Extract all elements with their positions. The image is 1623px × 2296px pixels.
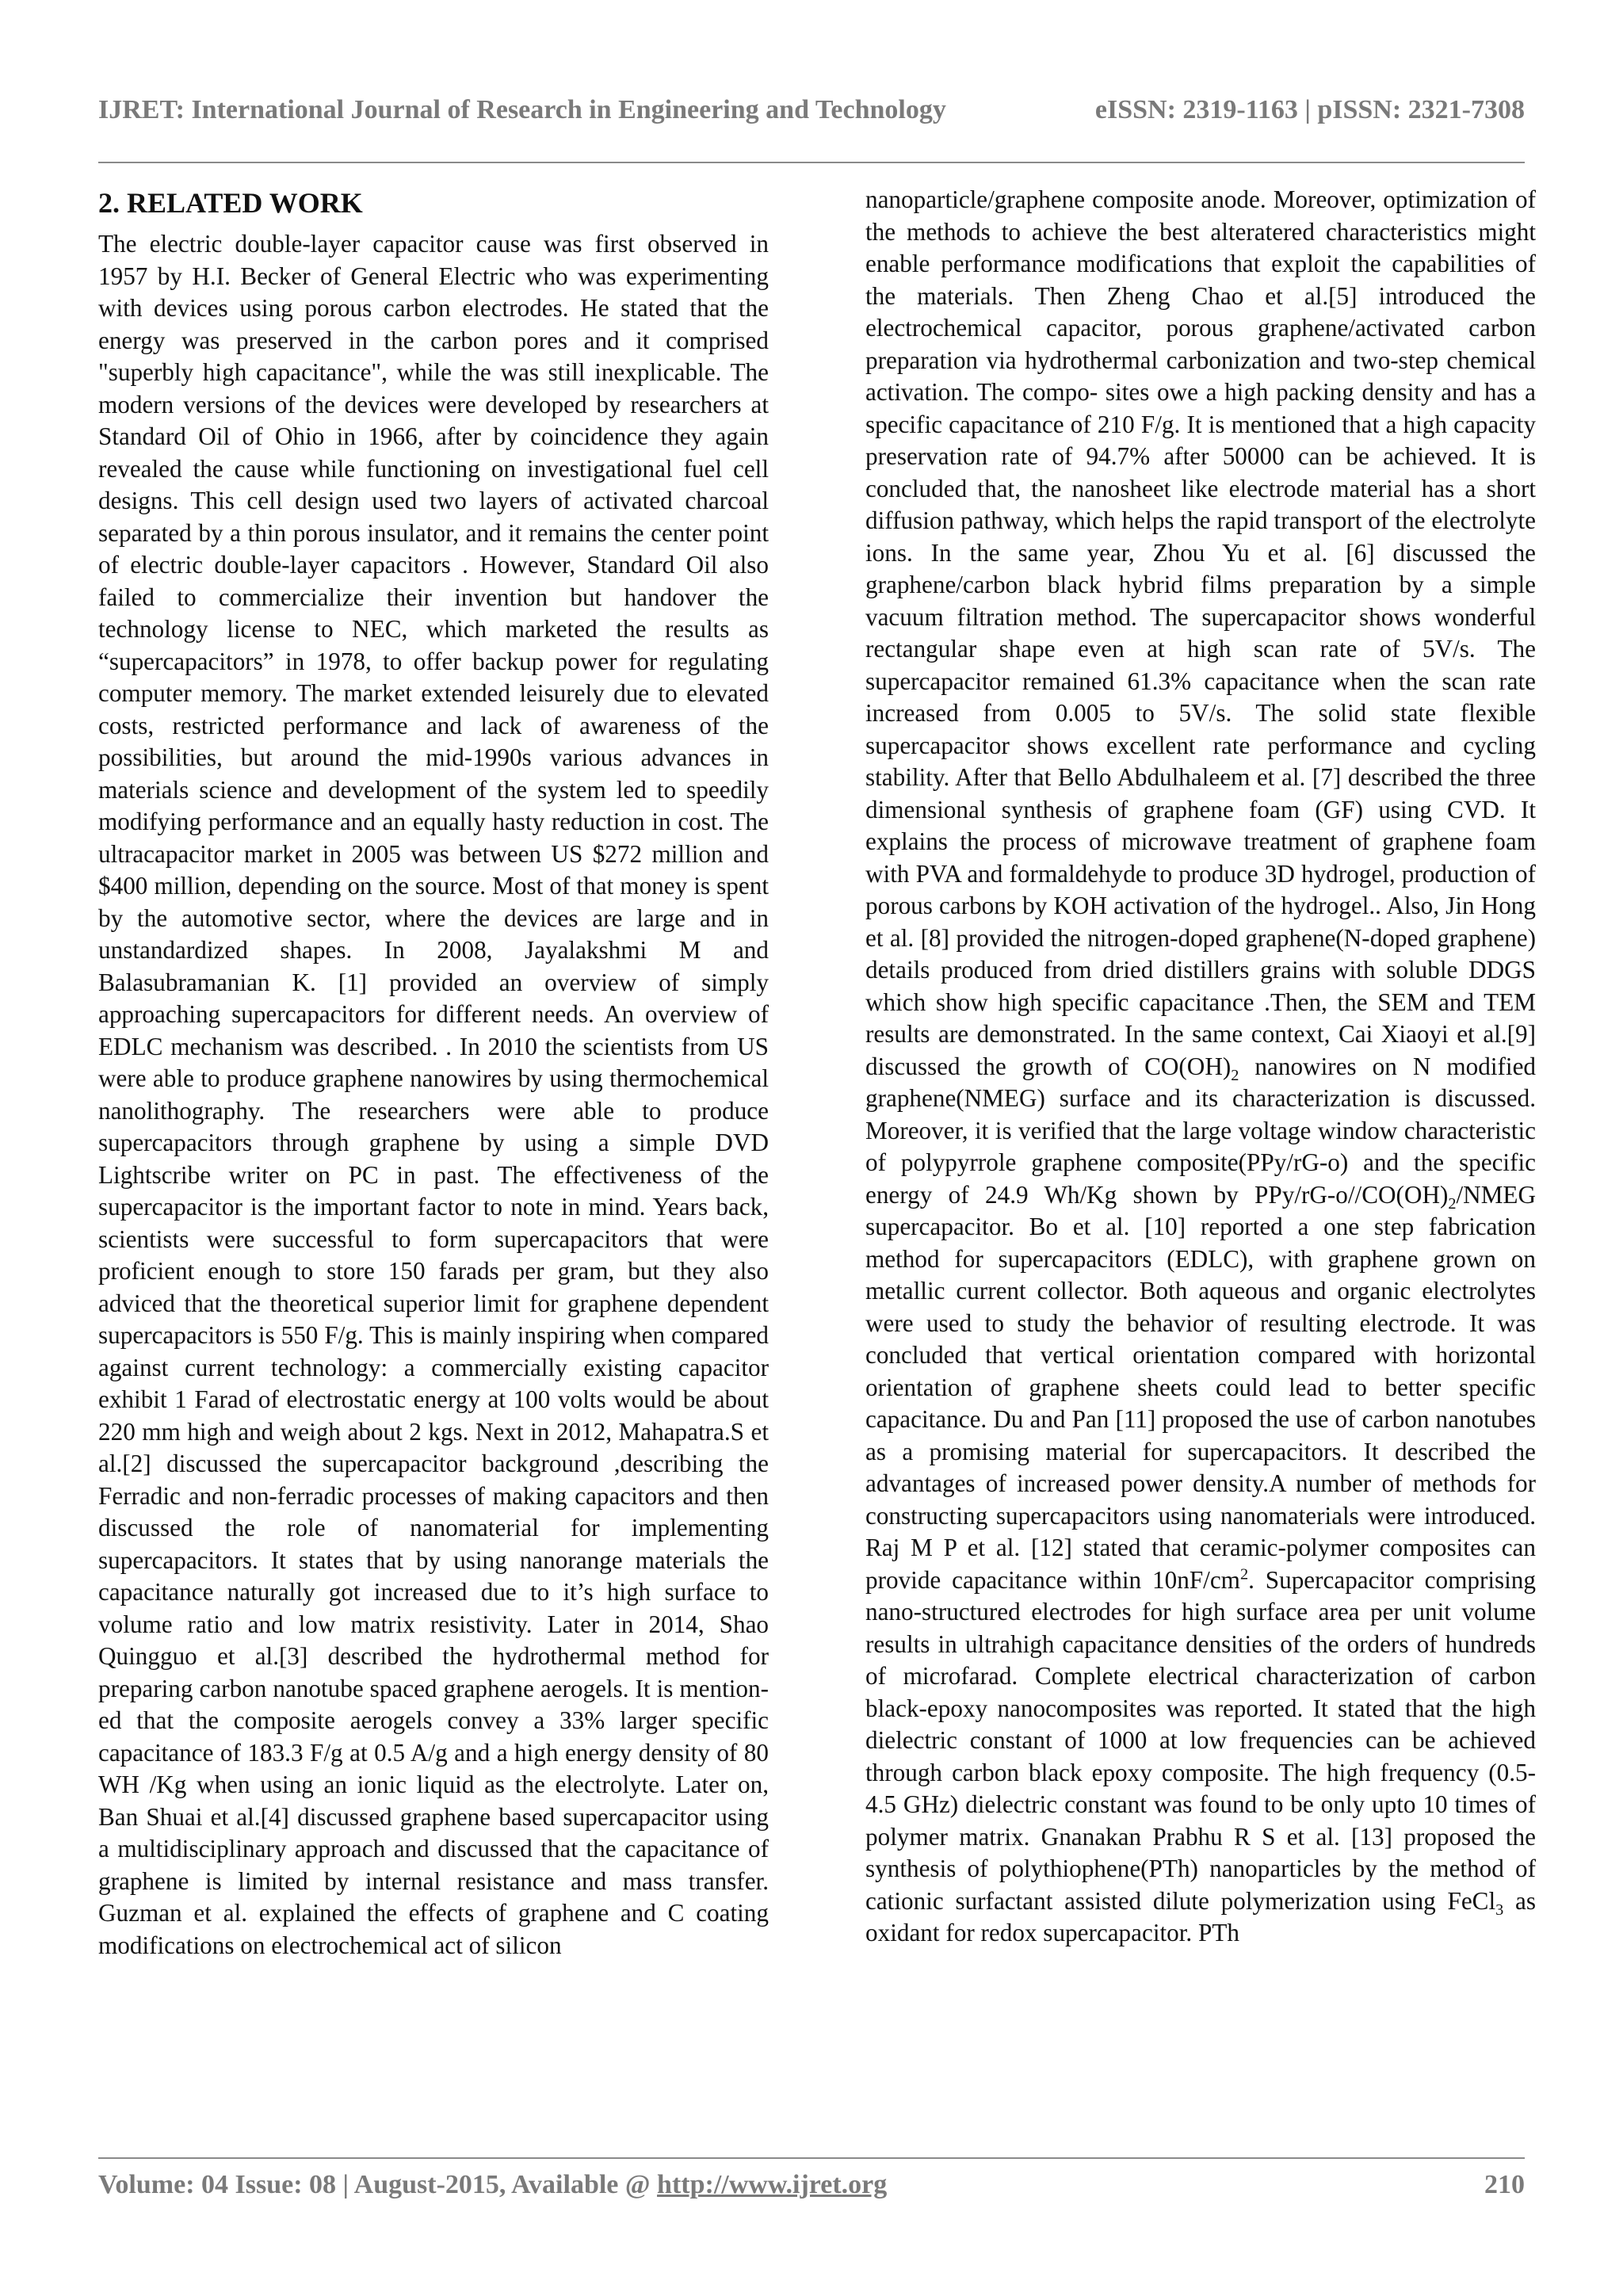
footer-rule — [98, 2157, 1525, 2159]
text-run: /NMEG supercapacitor. Bo et al. [10] reported a one step fabrication method for supercapacitors (EDLC), with graphene grown on metallic current collector. Both aqueous and organic electrolytes were used to study the behavior of resulting electrode. It was concluded that vertical orientation compared with horizontal orientation of graphene sheets could lead to better specific capacitance. Du and Pan [11] proposed the use of carbon nanotubes as a promising material for supercapacitors. It described the advantages of increased power density.A number of methods for constructing supercapacitors using nanomaterials were introduced. Raj M P et al. [12] stated that ceramic-polymer composites can provide capacitance within 10nF/cm — [865, 1180, 1536, 1594]
volume-text: Volume: 04 Issue: 08 | August-2015, Available @ — [98, 2170, 658, 2199]
text-run: . Supercapacitor comprising nano-structured electrodes for high surface area per unit volume results in ultrahigh capacitance densities of the orders of hundreds of microfarad. Complete electrical characterization of carbon black-epoxy nanocomposites was reported. It stated that the high dielectric constant of 1000 at low frequencies can be achieved through carbon black epoxy composite. The high frequency (0.5-4.5 GHz) dielectric constant was found to be only upto 10 times of polymer matrix. Gnanakan Prabhu R S et al. [13] proposed the synthesis of polythiophene(PTh) nanoparticles by the method of cationic surfactant assisted dilute polymerization using FeCl — [865, 1565, 1536, 1915]
subscript: 2 — [1231, 1066, 1239, 1084]
subscript: 2 — [1448, 1194, 1457, 1213]
journal-title: IJRET: International Journal of Research in Engineering and Technology — [98, 95, 946, 124]
journal-link[interactable]: http://www.ijret.org — [657, 2170, 888, 2199]
issn-info: eISSN: 2319-1163 | pISSN: 2321-7308 — [1094, 95, 1525, 124]
running-header — [98, 95, 1525, 125]
section-heading: 2. RELATED WORK — [98, 187, 363, 219]
right-column — [865, 184, 1536, 1950]
left-column — [98, 184, 769, 1962]
superscript: 2 — [1239, 1565, 1249, 1584]
text-run: as oxidant for redox supercapacitor. PTh — [865, 1886, 1536, 1946]
page-number: 210 — [1484, 2170, 1525, 2199]
text-run: nanowires on N modified graphene(NMEG) surface and its characterization is discussed. Moreover, it is verified that the large voltage window characteristic of polypyrrole graphene composite(PPy/rG-o) and the specific energy of 24.9 Wh/Kg shown by PPy/rG-o//CO(OH) — [865, 1052, 1536, 1209]
subscript: 3 — [1495, 1901, 1504, 1919]
text-run: nanoparticle/graphene composite anode. Moreover, optimization of the methods to achieve the best alteratered characteristics might enable performance modifications that exploit the capabilities of the materials. Then Zheng Chao et al.[5] introduced the electrochemical capacitor, porous graphene/activated carbon preparation via hydrothermal carbonization and two-step chemical activation. The compo- sites owe a high packing density and has a specific capacitance of 210 F/g. It is mentioned that a high capacity preservation rate of 94.7% after 50000 can be achieved. It is concluded that, the nanosheet like electrode material has a short diffusion pathway, which helps the rapid transport of the electrolyte ions. In the same year, Zhou Yu et al. [6] discussed the graphene/carbon black hybrid films preparation by a simple vacuum filtration method. The supercapacitor shows wonderful rectangular shape even at high scan rate of 5V/s. The supercapacitor remained 61.3% capacitance when the scan rate increased from 0.005 to 5V/s. The solid state flexible supercapacitor shows excellent rate performance and cycling stability. After that Bello Abdulhaleem et al. [7] described the three dimensional synthesis of graphene foam (GF) using CVD. It explains the process of microwave treatment of graphene foam with PVA and formaldehyde to produce 3D hydrogel, production of porous carbons by KOH activation of the hydrogel.. Also, Jin Hong et al. [8] provided the nitrogen-doped graphene(N-doped graphene) details produced from dried distillers grains with soluble DDGS which show high specific capacitance .Then, the SEM and TEM results are demonstrated. In the same context, Cai Xiaoyi et al.[9] discussed the growth of CO(OH) — [865, 185, 1536, 1080]
running-footer — [98, 2170, 1525, 2200]
header-rule — [98, 162, 1525, 163]
volume-info — [98, 2170, 887, 2200]
right-paragraph — [865, 184, 1536, 1950]
left-paragraph: The electric double-layer capacitor cause was first observed in 1957 by H.I. Becker of General Electric who was experimenting with devices using porous carbon electrodes. He stated that the energy was preserved in the carbon pores and it comprised "superbly high capacitance", while the was still inexplicable. The modern versions of the devices were developed by researchers at Standard Oil of Ohio in 1966, after by coincidence they again revealed the cause while functioning on investigational fuel cell designs. This cell design used two layers of activated charcoal separated by a thin porous insulator, and it remains the center point of electric double-layer capacitors . However, Standard Oil also failed to commercialize their invention but handover the technology license to NEC, which marketed the results as “supercapacitors” in 1978, to offer backup power for regulating computer memory. The market extended leisurely due to elevated costs, restricted performance and lack of awareness of the possibilities, but around the mid-1990s various advances in materials science and development of the system led to speedily modifying performance and an equally hasty reduction in cost. The ultracapacitor market in 2005 was between US $272 million and $400 million, depending on the source. Most of that money is spent by the automotive sector, where the devices are large and in unstandardized shapes. In 2008, Jayalakshmi M and Balasubramanian K. [1] provided an overview of simply approaching supercapacitors for different needs. An overview of EDLC mechanism was described. . In 2010 the scientists from US were able to produce graphene nanowires by using thermochemical nanolithography. The researchers were able to produce supercapacitors through graphene by using a simple DVD Lightscribe writer on PC in past. The effectiveness of the supercapacitor is the important factor to note in mind. Years back, scientists were successful to form supercapacitors that were proficient enough to store 150 farads per gram, but they also adviced that the theoretical superior limit for graphene dependent supercapacitors is 550 F/g. This is mainly inspiring when compared against current technology: a commercially existing capacitor exhibit 1 Farad of electrostatic energy at 100 volts would be about 220 mm high and weigh about 2 kgs. Next in 2012, Mahapatra.S et al.[2] discussed the supercapacitor background ,describing the Ferradic and non-ferradic processes of making capacitors and then discussed the role of nanomaterial for implementing supercapacitors. It states that by using nanorange materials the capacitance naturally got increased due to it’s high surface to volume ratio and low matrix resistivity. Later in 2014, Shao Quingguo et al.[3] described the hydrothermal method for preparing carbon nanotube spaced graphene aerogels. It is mention- ed that the composite aerogels convey a 33% larger specific capacitance of 183.3 F/g at 0.5 A/g and a high energy density of 80 WH /Kg when using an ionic liquid as the electrolyte. Later on, Ban Shuai et al.[4] discussed graphene based supercapacitor using a multidisciplinary approach and discussed that the capacitance of graphene is limited by internal resistance and mass transfer. Guzman et al. explained the effects of graphene and C coating modifications on electrochemical act of silicon — [98, 230, 769, 1959]
